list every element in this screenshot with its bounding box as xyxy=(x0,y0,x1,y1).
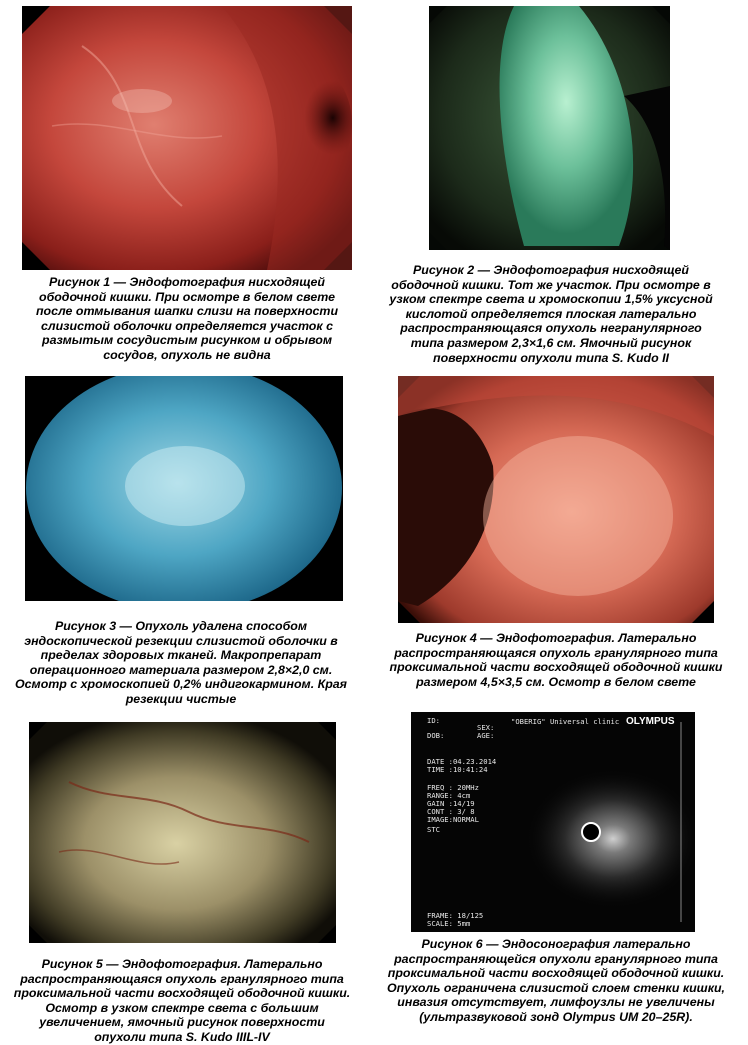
figure-2-text: Эндофотография нисходящей ободочной кишки. Тот же участок. При осмотре в узком спектре света и хромоскопии 1,5% уксусной кислотой определяется плоская латерально распространяющаяся опухоль негранулярного типа размером 2,3×1,6 см. Ямочный рисунок поверхности опухоли типа S. Kudo II xyxy=(389,263,713,365)
us-time: TIME :10:41:24 xyxy=(427,765,488,774)
us-id: ID: xyxy=(427,716,440,725)
figure-4-label: Рисунок 4 — xyxy=(415,631,493,645)
figure-5-image xyxy=(29,722,336,943)
figure-3-image xyxy=(25,376,343,601)
us-date: DATE :04.23.2014 xyxy=(427,757,497,766)
figure-5-text: Эндофотография. Латерально распространяющаяся опухоль гранулярного типа проксимальной части восходящей ободочной кишки. Осмотр в узком спектре света с большим увеличением, ямочный рисунок поверхности опухоли типа S. Kudo IIIL-IV xyxy=(13,957,351,1044)
us-scale: SCALE: 5mm xyxy=(427,919,471,928)
us-brand: OLYMPUS xyxy=(626,716,675,727)
us-freq: FREQ : 20MHz xyxy=(427,783,479,792)
figure-2-label: Рисунок 2 — xyxy=(413,263,490,277)
figure-6-text: Эндосонография латерально распространяющейся опухоли гранулярного типа проксимальной части восходящей ободочной кишки. Опухоль ограничена слизистой слоем стенки кишки, инвазия отсутствует, лимфоузлы не увеличены (ультразвуковой зонд Olympus UM 20–25R). xyxy=(387,937,725,1024)
us-gain: GAIN :14/19 xyxy=(427,799,475,808)
figure-3-text: Опухоль удалена способом эндоскопической резекции слизистой оболочки в пределах здоровых тканей. Макропрепарат операционного материала размером 2,8×2,0 см. Осмотр с хромоскопией 0,2% индигокармином. Края резекции чистые xyxy=(15,619,347,706)
figure-6-label: Рисунок 6 — xyxy=(421,937,499,951)
figure-5-caption xyxy=(12,957,352,1045)
figure-3-label: Рисунок 3 — xyxy=(54,619,132,633)
figure-5-label: Рисунок 5 — xyxy=(41,957,119,971)
figure-4-text: Эндофотография. Латерально распространяющаяся опухоль гранулярного типа проксимальной части восходящей ободочной кишки размером 4,5×3,5 см. Осмотр в белом свете xyxy=(389,631,723,689)
figure-4-image xyxy=(398,376,714,623)
figure-2-caption xyxy=(386,263,716,365)
figure-4-caption xyxy=(386,631,726,689)
figure-1-image xyxy=(22,6,352,270)
us-clinic: "OBERIG" Universal clinic xyxy=(511,717,620,726)
us-stc: STC xyxy=(427,825,440,834)
us-range: RANGE: 4cm xyxy=(427,791,471,800)
us-sex: SEX: xyxy=(477,723,495,732)
us-age: AGE: xyxy=(477,731,495,740)
figure-2-image xyxy=(429,6,670,250)
us-image: IMAGE:NORMAL xyxy=(427,815,479,824)
figure-1-label: Рисунок 1 — xyxy=(49,275,126,289)
figure-6-caption xyxy=(386,937,726,1025)
figure-1-text: Эндофотография нисходящей ободочной кишки. При осмотре в белом свете после отмывания шапки слизи на поверхности слизистой оболочки определяется участок с размытым сосудистым рисунком и обрывом сосудов, опухоль не видна xyxy=(35,275,339,362)
figure-1-caption xyxy=(22,275,352,363)
figure-3-caption xyxy=(12,619,350,707)
us-dob: DOB: xyxy=(427,731,445,740)
us-cont: CONT : 3/ 8 xyxy=(427,807,475,816)
us-frame: FRAME: 18/125 xyxy=(427,911,484,920)
figure-6-image xyxy=(411,712,695,932)
